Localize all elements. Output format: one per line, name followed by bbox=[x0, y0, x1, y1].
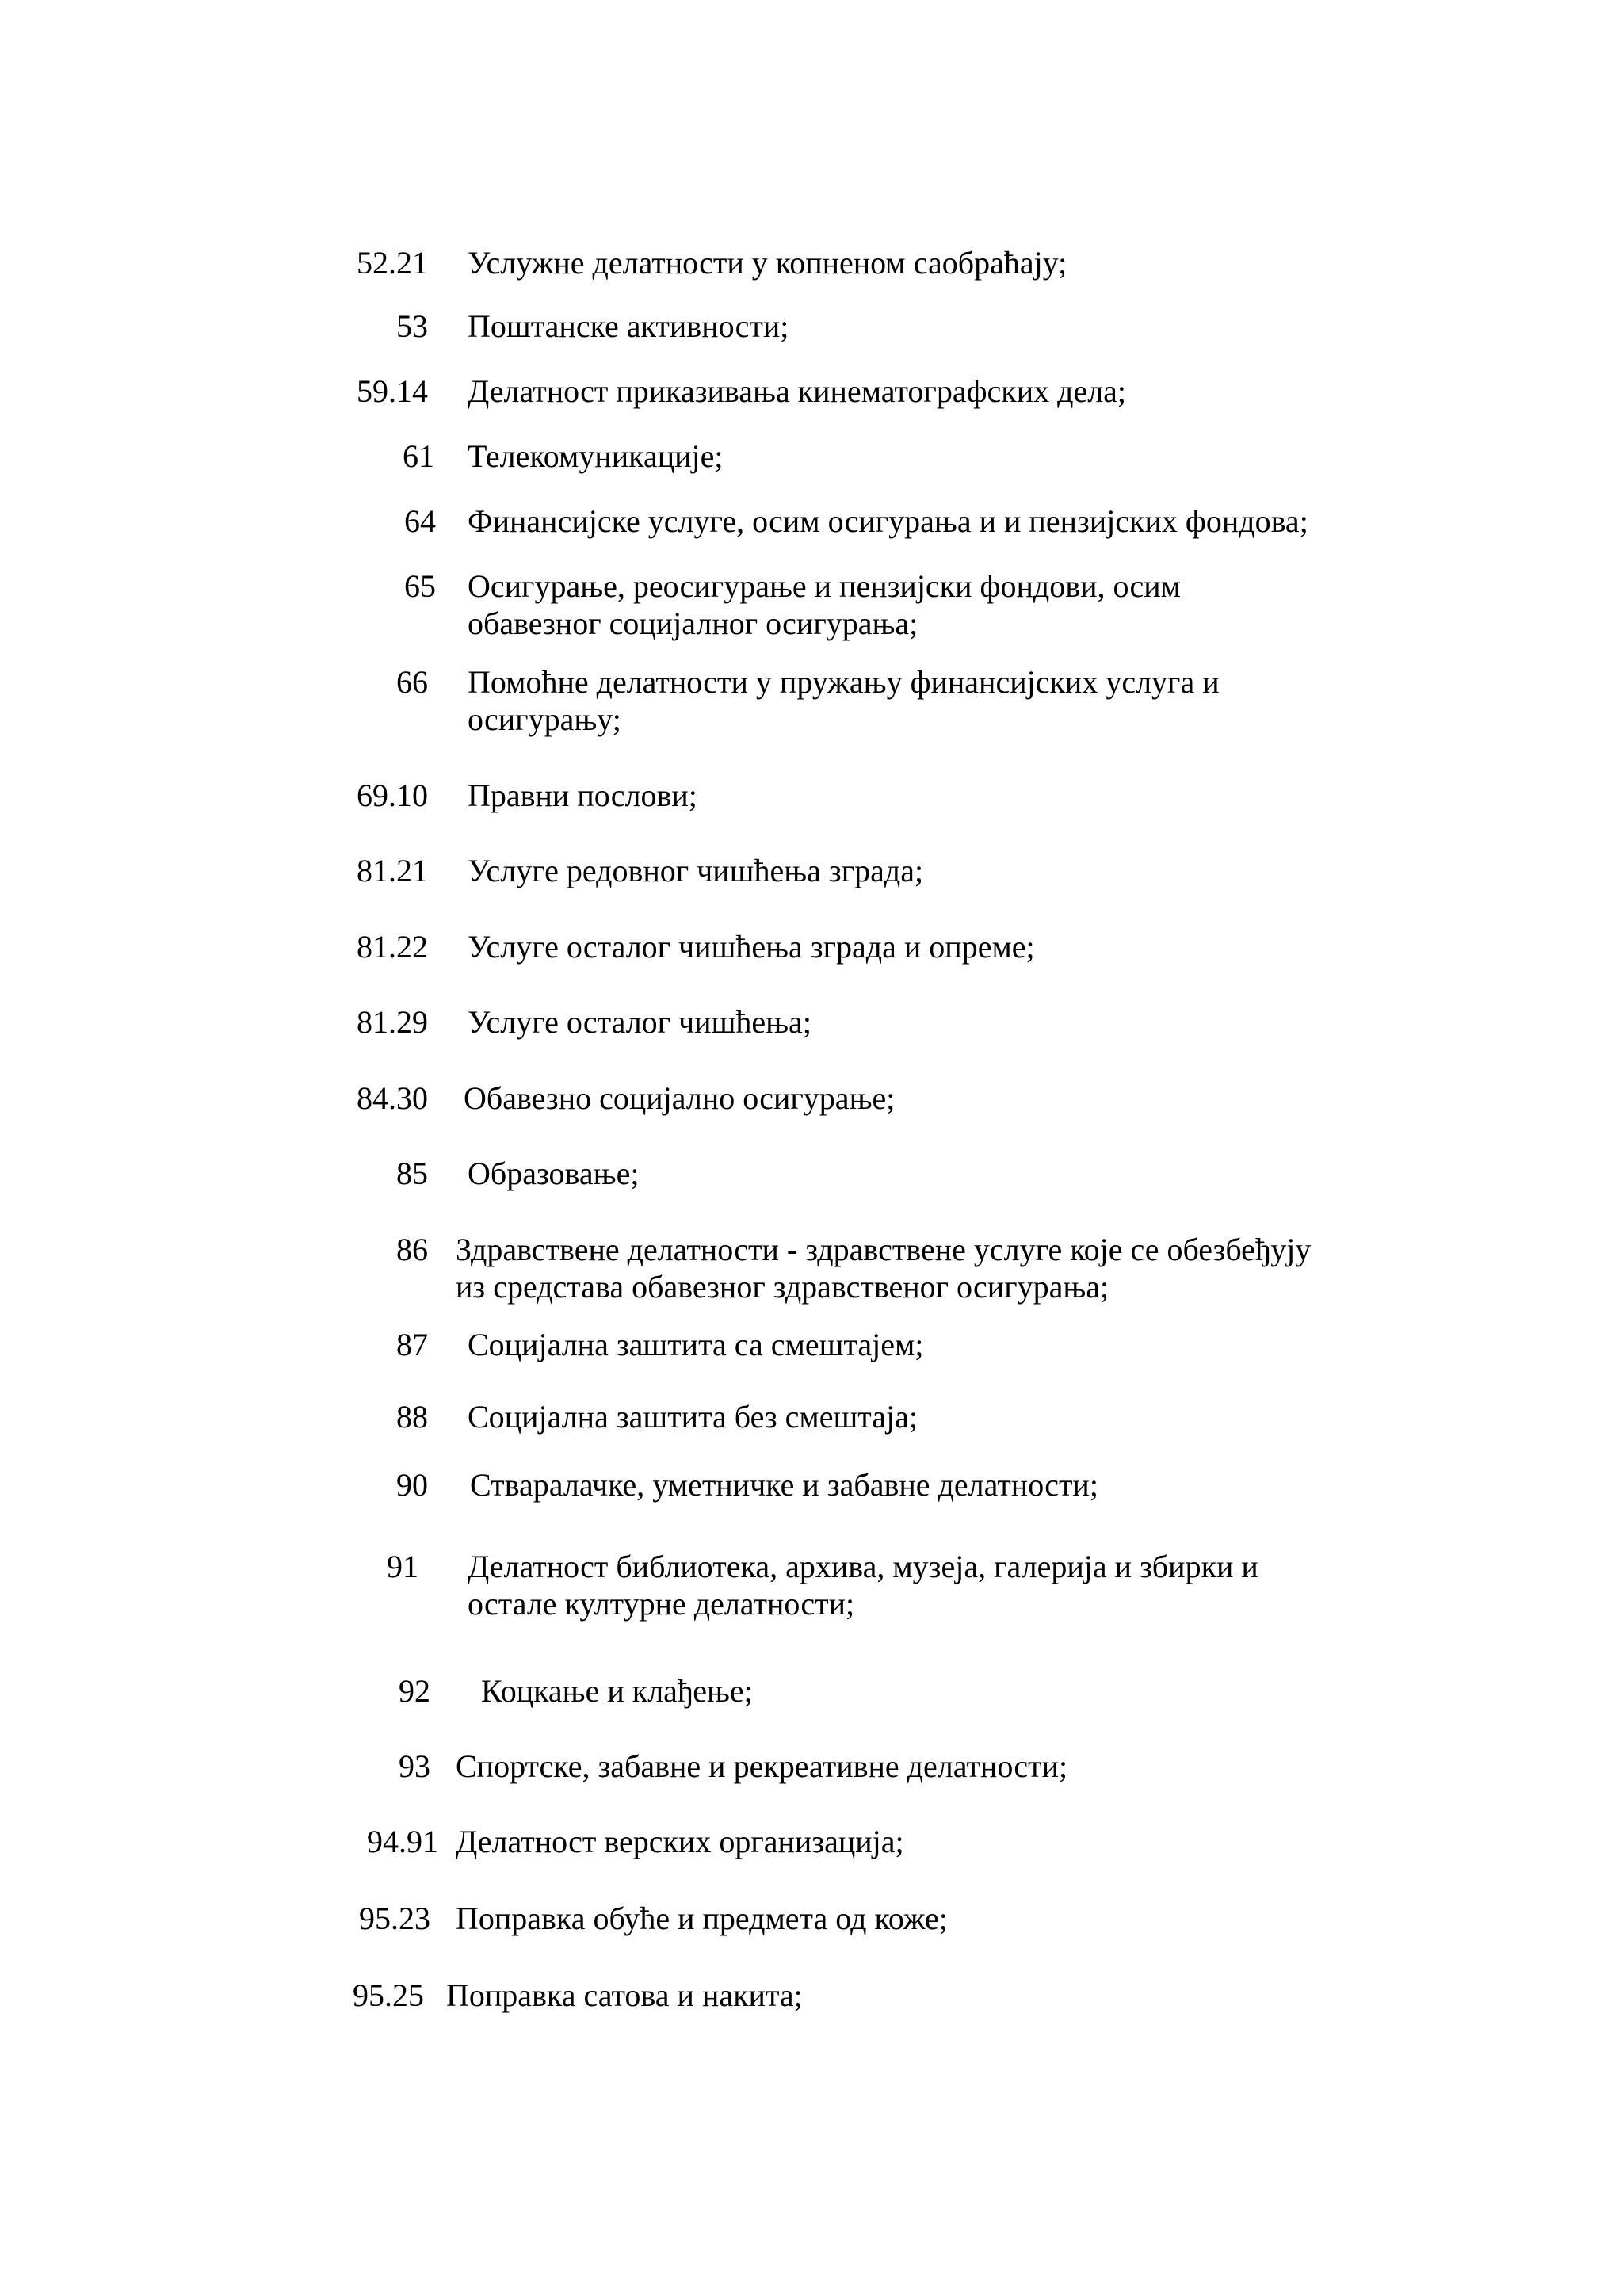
activity-code: 93 bbox=[399, 1748, 430, 1784]
activity-description: Услуге осталог чишћења зграда и опреме; bbox=[468, 929, 1035, 965]
list-item bbox=[0, 244, 1623, 281]
activity-code: 94.91 bbox=[367, 1824, 438, 1859]
activity-description: Услуге осталог чишћења; bbox=[468, 1004, 812, 1040]
activity-code: 91 bbox=[387, 1549, 418, 1584]
activity-description: Поправка сатова и накита; bbox=[446, 1977, 803, 2013]
activity-description: Услужне делатности у копненом саобраћају; bbox=[468, 245, 1067, 281]
activity-code: 90 bbox=[396, 1467, 428, 1503]
activity-description: Телекомуникације; bbox=[468, 438, 724, 474]
activity-description: Делатност приказивања кинематографских дела; bbox=[468, 373, 1127, 409]
activity-code: 86 bbox=[396, 1232, 428, 1267]
activity-code: 64 bbox=[404, 503, 436, 539]
activity-code: 81.21 bbox=[357, 853, 428, 888]
activity-description: Осигурање, реосигурање и пензијски фондови, осим bbox=[468, 568, 1181, 604]
activity-description: Правни послови; bbox=[468, 777, 697, 813]
activity-description: Делатност библиотека, архива, музеја, галерија и збирки и bbox=[468, 1549, 1258, 1584]
activity-code: 66 bbox=[396, 664, 428, 700]
list-item bbox=[0, 1231, 1623, 1305]
list-item bbox=[0, 1003, 1623, 1041]
list-item bbox=[0, 1823, 1623, 1860]
list-item bbox=[0, 1672, 1623, 1710]
activity-code: 53 bbox=[396, 308, 428, 344]
list-item bbox=[0, 1466, 1623, 1503]
list-item bbox=[0, 502, 1623, 540]
list-item bbox=[0, 928, 1623, 965]
activity-description: обавезног социјалног осигурања; bbox=[468, 606, 918, 641]
list-item bbox=[0, 372, 1623, 410]
activity-description: Спортске, забавне и рекреативне делатности; bbox=[456, 1748, 1068, 1784]
list-item bbox=[0, 777, 1623, 814]
activity-code: 88 bbox=[396, 1399, 428, 1435]
list-item bbox=[0, 1977, 1623, 2014]
activity-description: из средстава обавезног здравственог осигурања; bbox=[456, 1269, 1109, 1305]
list-item bbox=[0, 1079, 1623, 1117]
activity-description: Поштанске активности; bbox=[468, 308, 789, 344]
activity-code: 95.23 bbox=[359, 1901, 430, 1936]
activity-description: Здравствене делатности - здравствене услуге које се обезбеђују bbox=[456, 1232, 1312, 1267]
list-item bbox=[0, 1326, 1623, 1363]
list-item bbox=[0, 1900, 1623, 1937]
list-item bbox=[0, 1748, 1623, 1785]
list-item bbox=[0, 437, 1623, 475]
list-item bbox=[0, 1548, 1623, 1622]
activity-code: 87 bbox=[396, 1327, 428, 1362]
activity-code: 95.25 bbox=[353, 1977, 424, 2013]
activity-description: остале културне делатности; bbox=[468, 1586, 855, 1622]
activity-code: 65 bbox=[404, 568, 436, 604]
activity-code: 85 bbox=[396, 1156, 428, 1191]
list-item bbox=[0, 1155, 1623, 1192]
activity-code: 81.22 bbox=[357, 929, 428, 965]
activity-description: Обавезно социјално осигурање; bbox=[464, 1080, 896, 1116]
activity-description: Стваралачке, уметничке и забавне делатности; bbox=[470, 1467, 1098, 1503]
activity-description: осигурању; bbox=[468, 701, 621, 737]
list-item bbox=[0, 567, 1623, 642]
activity-code: 81.29 bbox=[357, 1004, 428, 1040]
activity-description: Услуге редовног чишћења зграда; bbox=[468, 853, 924, 888]
activity-code: 61 bbox=[403, 438, 434, 474]
list-item bbox=[0, 663, 1623, 738]
activity-description: Делатност верских организација; bbox=[456, 1824, 904, 1859]
activity-description: Социјална заштита без смештаја; bbox=[468, 1399, 918, 1435]
list-item bbox=[0, 308, 1623, 345]
activity-description: Коцкање и клађење; bbox=[481, 1673, 753, 1709]
list-item bbox=[0, 1398, 1623, 1435]
activity-description: Социјална заштита са смештајем; bbox=[468, 1327, 924, 1362]
activity-code: 84.30 bbox=[357, 1080, 428, 1116]
activity-code: 69.10 bbox=[357, 777, 428, 813]
activity-description: Финансијске услуге, осим осигурања и и пензијских фондова; bbox=[468, 503, 1308, 539]
activity-description: Образовање; bbox=[468, 1156, 640, 1191]
activity-code: 52.21 bbox=[357, 245, 428, 281]
activity-code: 92 bbox=[399, 1673, 430, 1709]
activity-code: 59.14 bbox=[357, 373, 428, 409]
list-item bbox=[0, 852, 1623, 889]
activity-description: Помоћне делатности у пружању финансијских услуга и bbox=[468, 664, 1220, 700]
activity-description: Поправка обуће и предмета од коже; bbox=[456, 1901, 948, 1936]
